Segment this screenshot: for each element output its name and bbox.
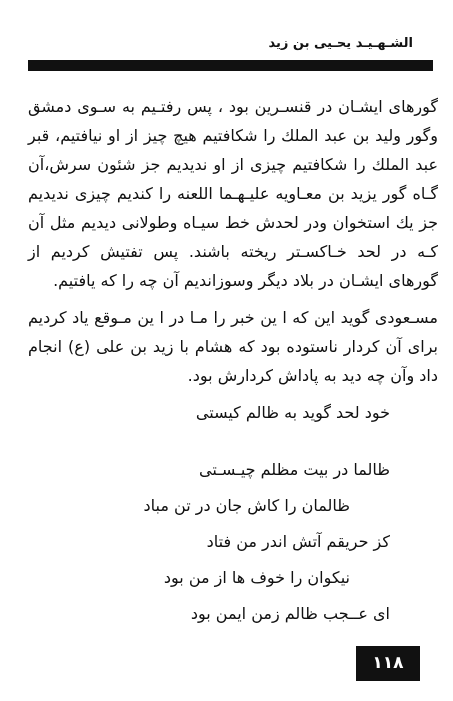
poem-verse: نيكوان را خوف ها از من بود	[163, 568, 350, 587]
body-text	[28, 92, 438, 433]
poem-verse: كز حريقم آتش اندر من فتاد	[206, 532, 390, 551]
poem-verse: اى عــجب ظالم زمن ايمن بود	[190, 604, 390, 623]
page-number: ۱۱۸	[356, 646, 420, 681]
paragraph: گورهاى ايشـان در قنسـرين بود ، پس رفتـيم به سـوى دمشق وگور وليد بن عبد الملك را شكافتيم هيچ چيز از او نيافتيم، قبر عبد الملك را شكافتيم چيزى از او نديديم جز شئون سرش،آن گـاه گور يزيد بن معـاويه عليـهـما اللعنه را كنديم چيزى نديديم جز يك استخوان ودر لحدش خط سيـاه وطولانى ديديم مثل آن كـه در لحد خـاكسـتر ريخته باشند. پس تفتيش كرديم از گورهاى ايشـان در بلاد ديگر وسوزانديم آن چه را كه يافتيم.	[28, 97, 438, 290]
poem	[50, 452, 390, 632]
poem-verse: ظالمان را كاش جان در تن مباد	[143, 496, 350, 515]
paragraph: مسـعودى گويد اين كه ا ين خبر را مـا در ا ين مـوقع ياد كرديم براى آن كردار ناستوده بود كه هشام با زيد بن على (ع) انجام داد وآن چه ديد به پاداش كردارش بود.	[28, 308, 438, 385]
header-rule	[28, 60, 433, 71]
running-title: الشـهـيـد يحـيى بن زيد	[268, 36, 413, 51]
poem-intro-line: خود لحد گويد به ظالم كيستى	[195, 403, 390, 422]
poem-verse: ظالما در بيت مظلم چيـسـتى	[199, 460, 390, 479]
